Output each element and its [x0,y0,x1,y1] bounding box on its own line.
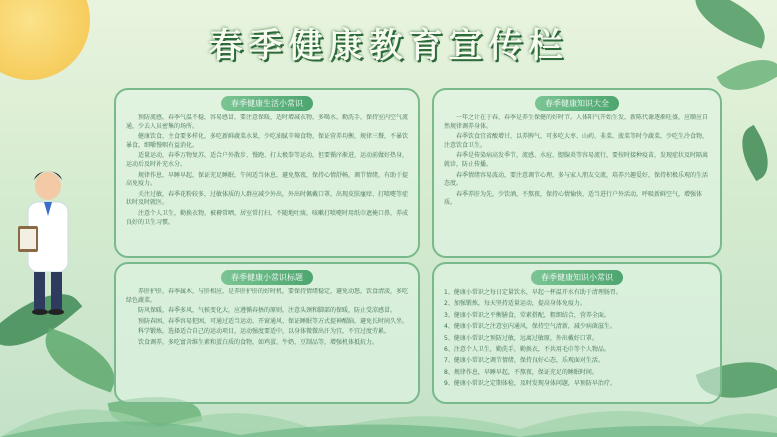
panel-text [444,114,710,248]
panel-label: 春季健康知识小常识 [531,270,623,285]
paragraph: 春季是传染病高发季节，流感、水痘、腮腺炎等容易流行，要按时接种疫苗，发现症状及时隔离就诊，防止传播。 [444,152,709,168]
list-item: 6、注意个人卫生，勤洗手，勤换衣，不共用毛巾等个人物品。 [444,346,610,354]
paragraph: 预防春困，春季容易犯困，可通过适当运动、开窗通风、保证睡眠等方式提神醒脑，避免长时间久坐。 [138,317,408,325]
paragraph: 春季饮食宜省酸增甘，以养脾气，可多吃大枣、山药、韭菜、菠菜等时令蔬菜，少吃生冷食物，注意饮食卫生。 [444,133,709,149]
plants-decoration [0,377,777,437]
panel-spring-health-life [114,88,420,258]
panel-spring-health-knowledge [432,88,722,258]
paragraph: 一年之计在于春，春季是养生保健的好时节。人体阳气开始生发，新陈代谢逐渐旺盛，应顺应自然规律调养身体。 [444,114,709,130]
leaf-decoration [731,125,777,181]
list-item: 7、健康小常识之调节情绪，保持良好心态，乐观面对生活。 [444,357,604,365]
list-item: 8、规律作息，早睡早起，不熬夜，保证充足的睡眠时间。 [444,368,598,376]
paragraph: 适量运动，春季万物复苏，适合户外散步、慢跑、打太极拳等运动，但要循序渐进，运动前做好热身，运动后及时补充水分。 [126,152,408,168]
paragraph: 春季养肝为先，少饮酒，不熬夜，保持心情愉快，适当进行户外活动，呼吸新鲜空气，增强体质。 [444,190,703,207]
list-item: 9、健康小常识之定期体检，及时发现身体问题，早预防早治疗。 [444,380,616,388]
panel-label: 春季健康知识大全 [535,96,619,111]
list-item: 2、加强锻炼，每天坚持适量运动，提高身体免疫力。 [444,300,586,308]
paragraph: 预防流感，春季气温不稳，容易感冒，要注意保暖，适时增减衣物，多喝水，勤洗手，保持室内空气流通，少去人员密集的场所。 [126,114,408,130]
list-item: 5、健康小常识之预防过敏，远离过敏原，外出戴好口罩。 [444,334,598,342]
list-item: 4、健康小常识之注意室内通风，保持空气清新，减少病菌滋生。 [444,323,616,331]
paragraph: 关注过敏，春季花粉较多，过敏体质的人群应减少外出，外出时佩戴口罩，出现皮肤瘙痒、打喷嚏等症状时及时就医。 [126,190,408,207]
list-item: 3、健康小常识之平衡膳食，荤素搭配，粗细结合，营养全面。 [444,311,610,319]
paragraph: 养肝护肝，春季属木，与肝相应，是养肝护肝的好时机，要保持情绪稳定，避免动怒，饮食清淡，多吃绿色蔬菜。 [126,288,408,304]
paragraph: 防风保暖，春季多风，气候变化大，应遵循春捂的原则，注意头颈和脚部的保暖，防止受凉感冒。 [138,307,397,315]
paragraph: 健康饮食，主食要多样化，多吃新鲜蔬菜水果，少吃油腻辛辣食物，保证营养均衡，规律三餐，不暴饮暴食，细嚼慢咽有益消化。 [126,133,408,149]
panel-text [126,114,408,248]
page-title: 春季健康教育宣传栏 [208,26,569,66]
paragraph: 饮食调养，多吃富含维生素和蛋白质的食物，如鸡蛋、牛奶、豆制品等，增强机体抵抗力。 [138,338,379,346]
paragraph: 春季情绪容易波动，要注意调节心理，多与家人朋友交流，培养兴趣爱好，保持积极乐观的生活态度。 [444,171,709,188]
panel-label: 春季健康小常识标题 [221,270,313,285]
list-item: 1、健康小常识之每日定量饮水，早起一杯温开水有助于清理肠胃。 [444,289,622,296]
panel-label: 春季健康生活小常识 [221,96,313,111]
paragraph: 科学锻炼，选择适合自己的运动项目，运动强度要适中，以身体微微出汗为宜，不宜过度劳累。 [138,328,391,336]
paragraph: 注意个人卫生，勤换衣物，被褥常晒，居室常打扫，不随地吐痰，咳嗽打喷嚏时用纸巾遮掩口鼻，养成良好的卫生习惯。 [126,209,408,226]
paragraph: 规律作息，早睡早起，保证充足睡眠，午间适当休息，避免熬夜，保持心情舒畅，调节情绪，有助于提高免疫力。 [126,171,408,188]
doctor-illustration [14,166,82,316]
